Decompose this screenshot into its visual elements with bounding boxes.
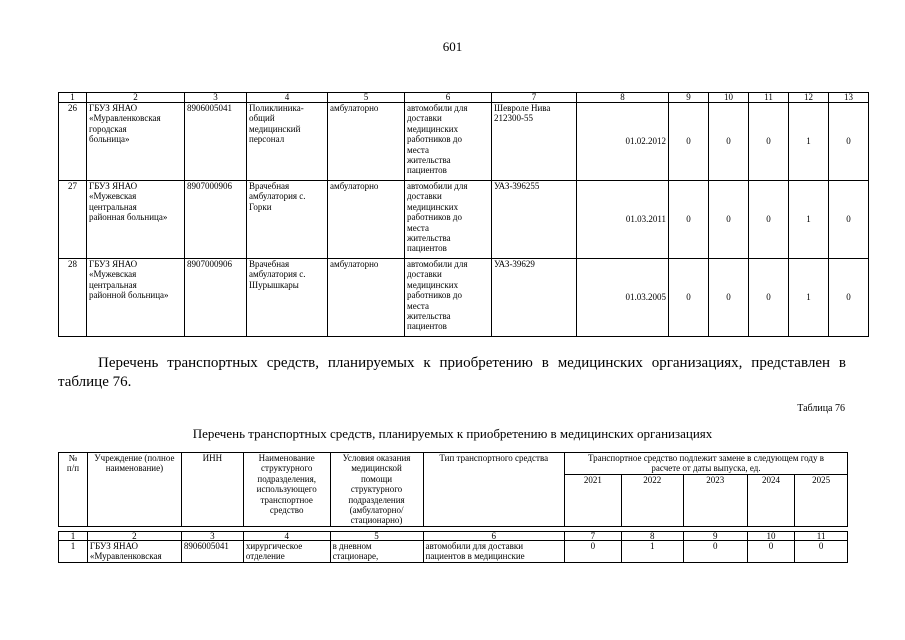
value-cell: 1: [789, 259, 829, 337]
unit-cell: Врачебная амбулатория с. Шурышкары: [247, 259, 328, 337]
index-cell: 2: [87, 531, 181, 540]
vehicle-type-cell: автомобили для доставки медицинских работников до места жительства пациентов: [405, 103, 492, 181]
row-number: 26: [59, 103, 87, 181]
organization-cell: ГБУЗ ЯНАО «Мужевская центральная районная больница»: [87, 181, 185, 259]
row-number: 28: [59, 259, 87, 337]
index-cell: 1: [59, 531, 88, 540]
date-cell: 01.03.2005: [577, 259, 669, 337]
header-cell: Условия оказания медицинской помощи структурного подразделения (амбулаторно/ стационарно): [330, 453, 423, 527]
header-cell: 6: [405, 93, 492, 103]
year-cell: 2025: [795, 474, 848, 526]
index-cell: 3: [181, 531, 243, 540]
header-cell: 5: [328, 93, 405, 103]
unit-cell: Врачебная амбулатория с. Горки: [247, 181, 328, 259]
row-number: 27: [59, 181, 87, 259]
index-cell: 11: [795, 531, 848, 540]
header-cell: 3: [185, 93, 247, 103]
header-cell: 8: [577, 93, 669, 103]
vehicle-type-cell: автомобили для доставки медицинских работников до места жительства пациентов: [405, 181, 492, 259]
index-cell: 6: [423, 531, 564, 540]
condition-cell: амбулаторно: [328, 103, 405, 181]
organization-cell: ГБУЗ ЯНАО «Муравленковская: [87, 540, 181, 562]
value-cell: 0: [709, 181, 749, 259]
vehicles-table-continued: [58, 92, 869, 337]
value-cell: 0: [829, 259, 869, 337]
date-cell: 01.03.2011: [577, 181, 669, 259]
vehicle-type-cell: автомобили для доставки медицинских работников до места жительства пациентов: [405, 259, 492, 337]
vehicle-type-cell: автомобили для доставки пациентов в медицинские: [423, 540, 564, 562]
organization-cell: ГБУЗ ЯНАО «Муравленковская городская больница»: [87, 103, 185, 181]
value-cell: 0: [669, 259, 709, 337]
inn-cell: 8906005041: [185, 103, 247, 181]
header-cell: 7: [492, 93, 577, 103]
header-cell: Наименование структурного подразделения, использующего транспортное средство: [243, 453, 330, 527]
index-cell: 4: [243, 531, 330, 540]
value-cell: 0: [829, 103, 869, 181]
value-cell: 0: [795, 540, 848, 562]
header-cell: Транспортное средство подлежит замене в следующем году в расчете от даты выпуска, ед.: [564, 453, 847, 475]
header-cell: 13: [829, 93, 869, 103]
header-cell: 11: [749, 93, 789, 103]
value-cell: 1: [789, 181, 829, 259]
year-cell: 2021: [564, 474, 621, 526]
value-cell: 0: [749, 103, 789, 181]
year-cell: 2023: [683, 474, 747, 526]
value-cell: 1: [621, 540, 683, 562]
header-cell: № п/п: [59, 453, 88, 527]
index-cell: 9: [683, 531, 747, 540]
index-cell: 10: [747, 531, 795, 540]
header-row: [59, 453, 848, 475]
condition-cell: амбулаторно: [328, 181, 405, 259]
table-title: Перечень транспортных средств, планируемых к приобретению в медицинских организациях: [192, 426, 713, 441]
value-cell: 1: [789, 103, 829, 181]
condition-cell: амбулаторно: [328, 259, 405, 337]
index-cell: 7: [564, 531, 621, 540]
column-index-row: [59, 93, 869, 103]
value-cell: 0: [709, 103, 749, 181]
date-cell: 01.02.2012: [577, 103, 669, 181]
row-number: 1: [59, 540, 88, 562]
year-cell: 2024: [747, 474, 795, 526]
table-row: [59, 181, 869, 259]
table-number: Таблица 76: [797, 403, 845, 414]
vehicle-model-cell: Шевроле Нива 212300-55: [492, 103, 577, 181]
year-cell: 2022: [621, 474, 683, 526]
header-cell: ИНН: [181, 453, 243, 527]
table-row: [59, 103, 869, 181]
value-cell: 0: [564, 540, 621, 562]
table-row: [59, 259, 869, 337]
value-cell: 0: [749, 181, 789, 259]
condition-cell: в дневном стационаре,: [330, 540, 423, 562]
inn-cell: 8906005041: [181, 540, 243, 562]
inn-cell: 8907000906: [185, 181, 247, 259]
index-cell: 8: [621, 531, 683, 540]
value-cell: 0: [829, 181, 869, 259]
header-cell: 9: [669, 93, 709, 103]
header-cell: 4: [247, 93, 328, 103]
header-cell: 2: [87, 93, 185, 103]
column-index-row: [59, 531, 848, 540]
organization-cell: ГБУЗ ЯНАО «Мужевская центральная районной больница»: [87, 259, 185, 337]
value-cell: 0: [709, 259, 749, 337]
value-cell: 0: [669, 181, 709, 259]
page-number: 601: [442, 39, 463, 54]
vehicle-model-cell: УАЗ-396255: [492, 181, 577, 259]
unit-cell: Поликлиника- общий медицинский персонал: [247, 103, 328, 181]
value-cell: 0: [749, 259, 789, 337]
body-paragraph: Перечень транспортных средств, планируемых к приобретению в медицинских организациях, представлен в таблице 76.: [58, 355, 846, 390]
header-cell: Учреждение (полное наименование): [87, 453, 181, 527]
value-cell: 0: [669, 103, 709, 181]
index-cell: 5: [330, 531, 423, 540]
header-cell: 1: [59, 93, 87, 103]
planned-vehicles-table: [58, 452, 848, 563]
value-cell: 0: [747, 540, 795, 562]
inn-cell: 8907000906: [185, 259, 247, 337]
value-cell: 0: [683, 540, 747, 562]
unit-cell: хирургическое отделение: [243, 540, 330, 562]
table-row: [59, 540, 848, 562]
header-cell: 10: [709, 93, 749, 103]
header-cell: 12: [789, 93, 829, 103]
vehicle-model-cell: УАЗ-39629: [492, 259, 577, 337]
header-cell: Тип транспортного средства: [423, 453, 564, 527]
